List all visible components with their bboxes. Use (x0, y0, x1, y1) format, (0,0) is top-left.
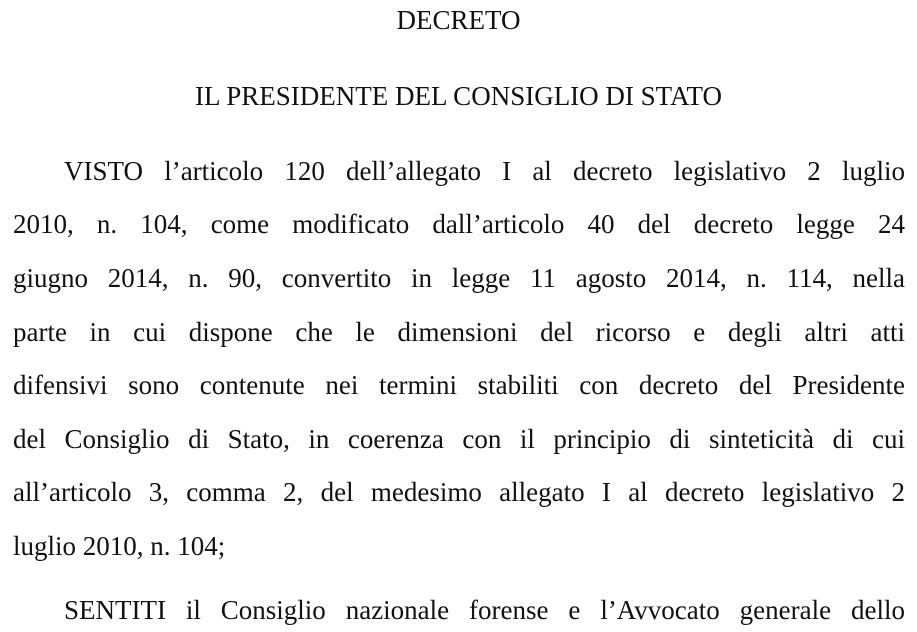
paragraph-line: 2010, n. 104, come modificato dall’articolo 40 del decreto legge 24 (13, 209, 905, 239)
paragraph-line: parte in cui dispone che le dimensioni del ricorso e degli altri atti (13, 317, 905, 347)
paragraph-line: VISTO l’articolo 120 dell’allegato I al decreto legislativo 2 luglio (64, 156, 905, 186)
document-subtitle: IL PRESIDENTE DEL CONSIGLIO DI STATO (194, 81, 723, 111)
paragraph-line: giugno 2014, n. 90, convertito in legge 11 agosto 2014, n. 114, nella (13, 263, 905, 293)
paragraph-line: luglio 2010, n. 104; (13, 531, 226, 561)
paragraph-line: del Consiglio di Stato, in coerenza con il principio di sinteticità di cui (13, 424, 905, 454)
document-title: DECRETO (396, 5, 521, 35)
paragraph-line: difensivi sono contenute nei termini stabiliti con decreto del Presidente (13, 370, 905, 400)
paragraph-line: SENTITI il Consiglio nazionale forense e l’Avvocato generale dello (64, 595, 905, 625)
paragraph-line: all’articolo 3, comma 2, del medesimo allegato I al decreto legislativo 2 (13, 477, 905, 507)
